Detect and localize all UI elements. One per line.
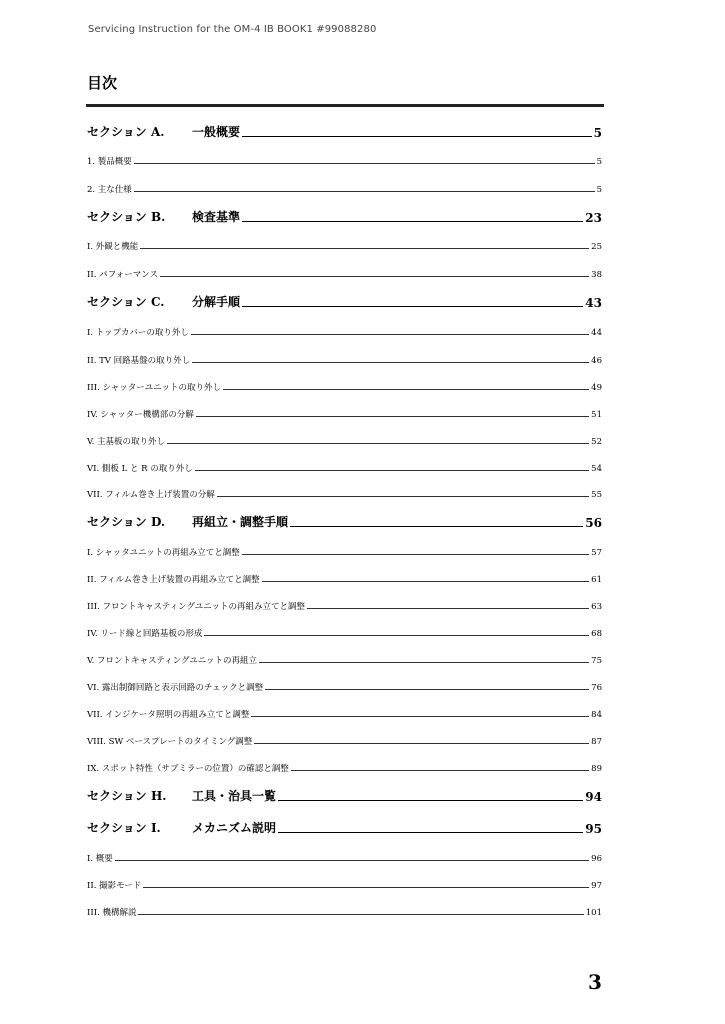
document-header: Servicing Instruction for the OM-4 IB BOOK1 #99088280 [88,24,377,35]
toc-label: メカニズム説明 [192,821,277,835]
toc-leader-line [140,248,589,249]
toc-section [87,294,602,310]
toc-section [87,820,602,836]
toc-label: IX. スポット特性（サブミラーの位置）の確認と調整 [87,764,289,774]
toc-leader-line [191,334,589,335]
toc-leader-line [192,362,589,363]
toc-section [87,209,602,225]
toc-leader-line [138,914,583,915]
toc-leader-line [134,191,595,192]
toc-item [87,546,602,558]
toc-label: VII. フィルム巻き上げ装置の分解 [87,490,215,500]
toc-item [87,735,602,747]
toc-page-number: 52 [591,437,602,447]
toc-page-number: 38 [591,270,602,280]
toc-page-number: 46 [591,356,602,366]
toc-item [87,573,602,585]
toc-label: VI. 側板 L と R の取り外し [87,464,193,474]
toc-section-number: セクション A. [87,125,165,139]
toc-section-number: セクション D. [87,515,166,529]
toc-section-number: セクション C. [87,295,165,309]
toc-item [87,600,602,612]
toc-leader-line [278,800,583,801]
toc-leader-line [278,832,583,833]
toc-page-number: 23 [585,211,602,225]
toc-leader-line [307,608,589,609]
toc-label: I. トップカバーの取り外し [87,328,189,338]
toc-page-number: 75 [591,656,602,666]
toc-leader-line [217,496,589,497]
toc-item [87,183,602,195]
toc-label: 再組立・調整手順 [192,515,289,529]
toc-leader-line [115,860,589,861]
toc-page-number: 44 [591,328,602,338]
toc-page-number: 43 [585,296,602,310]
page-number: 3 [588,970,602,994]
toc-leader-line [242,136,592,137]
toc-leader-line [262,581,590,582]
toc-item [87,155,602,167]
toc-leader-line [291,770,589,771]
toc-label: VIII. SW ベースプレートのタイミング調整 [87,737,253,747]
toc-leader-line [196,416,589,417]
title-rule [86,104,604,107]
toc-leader-line [204,635,589,636]
toc-label: 一般概要 [192,125,241,139]
toc-page-number: 51 [591,410,602,420]
toc-leader-line [167,443,589,444]
toc-label: III. フロントキャスティングユニットの再組み立てと調整 [87,602,305,612]
toc-page-number: 54 [591,464,602,474]
toc-page-number: 87 [591,737,602,747]
toc-page-number: 63 [591,602,602,612]
toc-item [87,240,602,252]
toc-page-number: 56 [585,516,602,530]
toc-page-number: 101 [585,908,602,918]
toc-label: V. 主基板の取り外し [87,437,166,447]
page-title: 目次 [87,74,118,92]
toc-label: 2. 主な仕様 [87,185,132,195]
toc-leader-line [195,470,589,471]
toc-label: 分解手順 [192,295,241,309]
toc-item [87,852,602,864]
toc-leader-line [134,163,595,164]
toc-label: 検査基準 [192,210,241,224]
toc-item [87,879,602,891]
toc-item [87,681,602,693]
toc-section-number: セクション B. [87,210,166,224]
toc-section-number: セクション I. [87,821,161,835]
toc-section [87,124,602,140]
toc-label: I. 概要 [87,854,113,864]
toc-label: VI. 露出制御回路と表示回路のチェックと調整 [87,683,264,693]
toc-label: I. 外観と機能 [87,242,139,252]
toc-label: V. フロントキャスティングユニットの再組立 [87,656,258,666]
toc-item [87,654,602,666]
toc-leader-line [160,276,589,277]
toc-item [87,488,602,500]
toc-leader-line [254,743,589,744]
toc-page-number: 5 [593,126,602,140]
toc-page-number: 89 [591,764,602,774]
toc-page-number: 97 [591,881,602,891]
toc-page-number: 25 [591,242,602,252]
toc-label: III. シャッターユニットの取り外し [87,383,221,393]
toc-section-number: セクション H. [87,789,167,803]
toc-item [87,906,602,918]
toc-leader-line [143,887,589,888]
toc-page-number: 49 [591,383,602,393]
toc-label: II. パフォーマンス [87,270,158,280]
toc-label: IV. リード線と回路基板の形成 [87,629,203,639]
toc-label: II. フィルム巻き上げ装置の再組み立てと調整 [87,575,260,585]
toc-page-number: 55 [591,490,602,500]
toc-item [87,462,602,474]
toc-item [87,326,602,338]
toc-page-number: 5 [596,185,602,195]
toc-label: 工具・治具一覧 [192,789,277,803]
toc-leader-line [242,221,583,222]
toc-item [87,435,602,447]
toc-page-number: 68 [591,629,602,639]
toc-label: II. TV 回路基盤の取り外し [87,356,191,366]
toc-page-number: 95 [585,822,602,836]
toc-item [87,708,602,720]
toc-item [87,762,602,774]
toc-page-number: 84 [591,710,602,720]
toc-item [87,627,602,639]
toc-item [87,268,602,280]
toc-page-number: 96 [591,854,602,864]
toc-leader-line [290,526,583,527]
toc-label: IV. シャッター機構部の分解 [87,410,194,420]
toc-page-number: 5 [596,157,602,167]
toc-page-number: 61 [591,575,602,585]
toc-page-number: 57 [591,548,602,558]
toc-label: III. 機構解説 [87,908,137,918]
toc-leader-line [259,662,589,663]
toc-label: I. シャッタユニットの再組み立てと調整 [87,548,240,558]
toc-label: II. 撮影モード [87,881,142,891]
toc-section [87,788,602,804]
toc-item [87,381,602,393]
toc-item [87,408,602,420]
toc-leader-line [251,716,589,717]
toc-section [87,514,602,530]
toc-leader-line [242,306,583,307]
toc-label: 1. 製品概要 [87,157,132,167]
toc-leader-line [242,554,589,555]
toc-item [87,354,602,366]
toc-page-number: 94 [585,790,602,804]
toc-leader-line [265,689,589,690]
toc-page-number: 76 [591,683,602,693]
toc-leader-line [223,389,589,390]
toc-label: VII. インジケータ照明の再組み立てと調整 [87,710,250,720]
